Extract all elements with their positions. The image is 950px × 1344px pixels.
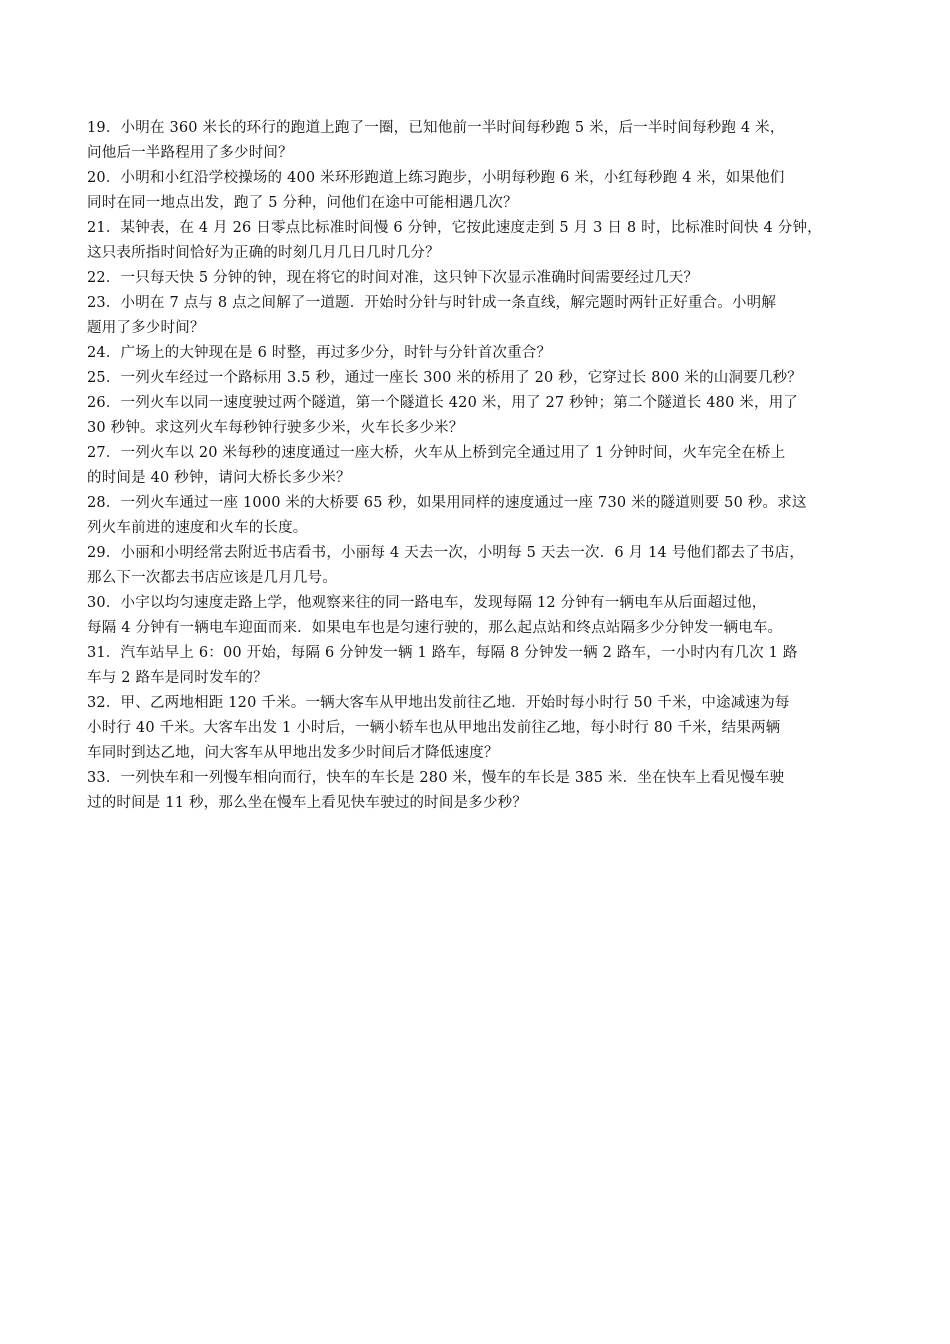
problem-text-line: 31．汽车站早上 6：00 开始，每隔 6 分钟发一辆 1 路车，每隔 8 分钟发一辆 2 路车，一小时内有几次 1 路 [87,645,798,661]
problem-20 [87,166,872,216]
problem-text-line: 30．小宇以均匀速度走路上学，他观察来往的同一路电车，发现每隔 12 分钟有一辆电车从后面超过他， [87,595,767,611]
problem-text-line: 23．小明在 7 点与 8 点之间解了一道题．开始时分针与时针成一条直线，解完题时两针正好重合。小明解 [87,295,777,311]
problem-23 [87,291,872,341]
problem-32 [87,691,872,766]
problem-text-line: 22．一只每天快 5 分钟的钟，现在将它的时间对准，这只钟下次显示准确时间需要经过几天？ [87,270,699,286]
problem-text-line: 那么下一次都去书店应该是几月几号。 [87,570,337,586]
problem-text-line: 19．小明在 360 米长的环行的跑道上跑了一圈，已知他前一半时间每秒跑 5 米，后一半时间每秒跑 4 米， [87,120,785,136]
problem-list [87,116,872,816]
problem-31 [87,641,872,691]
problem-text-line: 25．一列火车经过一个路标用 3.5 秒，通过一座长 300 米的桥用了 20 秒，它穿过长 800 米的山洞要几秒？ [87,370,802,386]
problem-28 [87,491,872,541]
problem-text-line: 24．广场上的大钟现在是 6 时整，再过多少分，时针与分针首次重合？ [87,345,552,361]
problem-33 [87,766,872,816]
problem-21 [87,216,872,266]
problem-text-line: 28．一列火车通过一座 1000 米的大桥要 65 秒，如果用同样的速度通过一座 730 米的隧道则要 50 秒。求这 [87,495,807,511]
problem-text-line: 车同时到达乙地，问大客车从甲地出发多少时间后才降低速度？ [87,745,499,761]
problem-text-line: 21．某钟表，在 4 月 26 日零点比标准时间慢 6 分钟，它按此速度走到 5 月 3 日 8 时，比标准时间快 4 分钟， [87,220,822,236]
problem-30 [87,591,872,641]
problem-text-line: 题用了多少时间？ [87,320,205,336]
problem-22 [87,266,872,291]
problem-text-line: 过的时间是 11 秒，那么坐在慢车上看见快车驶过的时间是多少秒？ [87,795,528,811]
problem-text-line: 同时在同一地点出发，跑了 5 分种，问他们在途中可能相遇几次？ [87,195,518,211]
problem-24 [87,341,872,366]
problem-text-line: 30 秒钟。求这列火车每秒钟行驶多少米，火车长多少米？ [87,420,464,436]
problem-27 [87,441,872,491]
problem-text-line: 29．小丽和小明经常去附近书店看书，小丽每 4 天去一次，小明每 5 天去一次．6 月 14 号他们都去了书店， [87,545,805,561]
problem-text-line: 26．一列火车以同一速度驶过两个隧道，第一个隧道长 420 米，用了 27 秒钟；第二个隧道长 480 米，用了 [87,395,799,411]
problem-text-line: 32．甲、乙两地相距 120 千米。一辆大客车从甲地出发前往乙地．开始时每小时行 50 千米，中途减速为每 [87,695,790,711]
problem-29 [87,541,872,591]
problem-text-line: 的时间是 40 秒钟，请问大桥长多少米？ [87,470,351,486]
problem-text-line: 33．一列快车和一列慢车相向而行，快车的车长是 280 米，慢车的车长是 385 米．坐在快车上看见慢车驶 [87,770,785,786]
problem-text-line: 这只表所指时间恰好为正确的时刻几月几日几时几分？ [87,245,440,261]
problem-text-line: 问他后一半路程用了多少时间？ [87,145,293,161]
problem-text-line: 每隔 4 分钟有一辆电车迎面而来．如果电车也是匀速行驶的，那么起点站和终点站隔多少分钟发一辆电车。 [87,620,783,636]
problem-25 [87,366,872,391]
problem-26 [87,391,872,441]
problem-19 [87,116,872,166]
problem-text-line: 20．小明和小红沿学校操场的 400 米环形跑道上练习跑步，小明每秒跑 6 米，小红每秒跑 4 米，如果他们 [87,170,785,186]
problem-text-line: 小时行 40 千米。大客车出发 1 小时后，一辆小轿车也从甲地出发前往乙地，每小时行 80 千米，结果两辆 [87,720,781,736]
problem-text-line: 车与 2 路车是同时发车的？ [87,670,268,686]
problem-text-line: 列火车前进的速度和火车的长度。 [87,520,308,536]
problem-text-line: 27．一列火车以 20 米每秒的速度通过一座大桥，火车从上桥到完全通过用了 1 分钟时间，火车完全在桥上 [87,445,786,461]
